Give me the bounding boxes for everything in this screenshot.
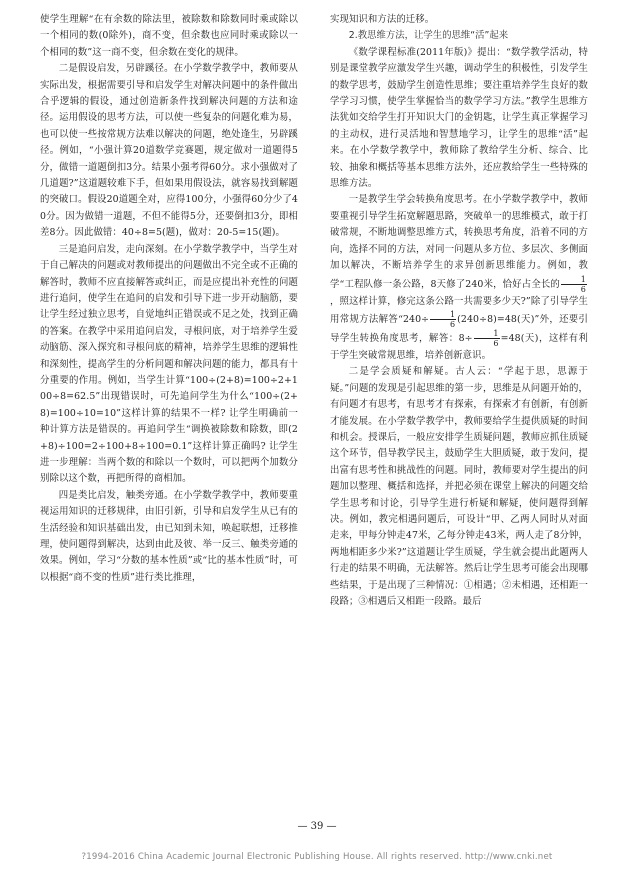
paragraph-follow-up: 三是追问启发，走向深刻。在小学数学教学中，当学生对于自己解决的问题或对教师提出的问题做出不完全或不正确的解答时，教师不应直接解答或纠正，而是应提出补充性的问题进行追问，使学生在追问的启发和引导下进一步开动脑筋，要让学生经过独立思考，自觉地纠正错误或不足之处，找到正确的答案。在教学中采用追问启发，寻根问底，对于培养学生爱动脑筋、深入探究和寻根问底的精神，培养学生思维的逻辑性和深刻性，提高学生的分析问题和解决问题的能力，都具有十分重要的作用。例如，当学生计算“100÷(2+8)=100÷2+100÷8=62.5”出现错误时，可先追问学生为什么“100÷(2+8)=100÷10=10”这样计算的结果不一样? 让学生明确前一种计算方法是错误的。再追问学生“调换被除数和除数，即(2+8)÷100=2÷100+8÷100=0.1”这样计算正确吗? 让学生进一步理解：当两个数的和除以一个数时，可以把两个加数分别除以这个数，再把所得的商相加。 [40,243,298,485]
paragraph-standard: 《数学课程标准(2011年版)》提出：“数学教学活动，特别是课堂教学应激发学生兴趣，调动学生的积极性，引发学生的数学思考，鼓励学生创造性思维；要注重培养学生良好的数学学习习惯，使学生掌握恰当的数学学习方法。”教学生思维方法犹如交给学生打开知识大门的金钥匙，让学生真正掌握学习的主动权，进行灵活地和智慧地学习，让学生的思维“活”起来。在小学数学教学中，教师除了教给学生分析、综合、比较、抽象和概括等基本思维方法外，还应教给学生一些特殊的思维方法。 [330,46,588,190]
perspective-text-a: 一是教学生学会转换角度思考。在小学数学教学中，教师要重视引导学生拓宽解题思路，突破单一的思维模式，敢于打破常规，不断地调整思维方式，转换思考角度，沿着不同的方向，选择不同的方法，对同一问题从多方位、多层次、多侧面加以解决，不断培养学生的求异创新思维能力。例如，教学“工程队修一条公路，8天修了240米，恰好占全长的 [330,194,588,290]
fraction-one-sixth-2: $\frac{1}{6}$ [430,310,456,329]
page-number: — 39 — [297,821,337,832]
right-column [330,12,588,610]
paragraph-perspective [330,192,588,364]
fraction-one-sixth-3: $\frac{1}{6}$ [474,329,500,348]
left-column [40,12,298,586]
perspective-text-c: (240÷8)=48(天)”外，还要引导学生转换角度思考，解答：8÷ [330,313,588,344]
copyright-footer: ?1994-2016 China Academic Journal Electronic Publishing House. All rights reserved. http://www.cnki.net [81,852,553,862]
paragraph-intro: 实现知识和方法的迁移。 [330,14,435,25]
section-heading: 2.教思维方法，让学生的思维“活”起来 [348,30,509,42]
perspective-text-b: ，照这样计算，修完这条公路一共需要多少天?”除了引导学生用常规方法解答“240÷ [330,295,588,325]
paragraph-questioning: 二是学会质疑和解疑。古人云：“学起于思，思源于疑。”问题的发现是引起思维的第一步，思维是从问题开始的，有问题才有思考，有思考才有探索，有探索才有创新，有创新才能发展。在小学数学教学中，教师要给学生提供质疑的时间和机会。授课后，一般应安排学生质疑问题，教师应抓住质疑这个环节，倡导教学民主，鼓励学生大胆质疑，敢于发问，提出富有思考性和挑战性的问题。同时，教师要对学生提出的问题加以整理、概括和选择，并把必须在课堂上解决的问题交给学生思考和讨论，引导学生进行析疑和解疑，使问题得到解决。例如，教完相遇问题后，可设计“甲、乙两人同时从对面走来，甲每分钟走47米，乙每分钟走43米，两人走了8分钟，两地相距多少米?”这道题让学生质疑，学生就会提出此题两人行走的结果不明确，无法解答。然后让学生思考可能会出现哪些结果，于是出现了三种情况：①相遇；②未相遇，还相距一段路；③相遇后又相距一段路。最后 [330,366,588,607]
fraction-one-sixth: $\frac{1}{6}$ [561,275,587,294]
paragraph-analogy: 四是类比启发，触类旁通。在小学数学教学中，教师要重视运用知识的迁移规律，由旧引新，引导和启发学生从已有的生活经验和知识基础出发，由已知到未知，唤起联想，迁移推理，使问题得到解决，达到由此及彼、举一反三、触类旁通的效果。例如，学习“分数的基本性质”或“比的基本性质”时，可以根据“商不变的性质”进行类比推理， [40,489,298,583]
perspective-text-d: =48(天)，这样有利于学生突破常规思维，培养创新意识。 [330,332,588,361]
paragraph-assumption: 二是假设启发，另辟蹊径。在小学数学教学中，教师要从实际出发，根据需要引导和启发学生对解决问题中的条件做出合乎逻辑的假设，通过创造新条件找到解决问题的方法和途径。运用假设的思考方法，可以使一些复杂的问题化难为易，也可以使一些按常规方法难以解决的问题，绝处逢生，另辟蹊径。例如，“小强计算20道数学竞赛题，规定做对一道题得5分，做错一道题倒扣3分。结果小强考得60分。求小强做对了几道题?”这道题较难下手，但如果用假设法，就容易找到解题的突破口。假设20道题全对，应得100分，小强得60分少了40分。因为做错一道题，不但不能得5分，还要倒扣3分，即相差8分。因此做错：40÷8=5(题)，做对：20-5=15(题)。 [40,63,298,239]
paragraph-0: 使学生理解“在有余数的除法里，被除数和除数同时乘或除以一个相同的数(0除外)，商不变，但余数也应同时乘或除以一个相同的数”这一商不变，但余数在变化的规律。 [40,14,298,58]
